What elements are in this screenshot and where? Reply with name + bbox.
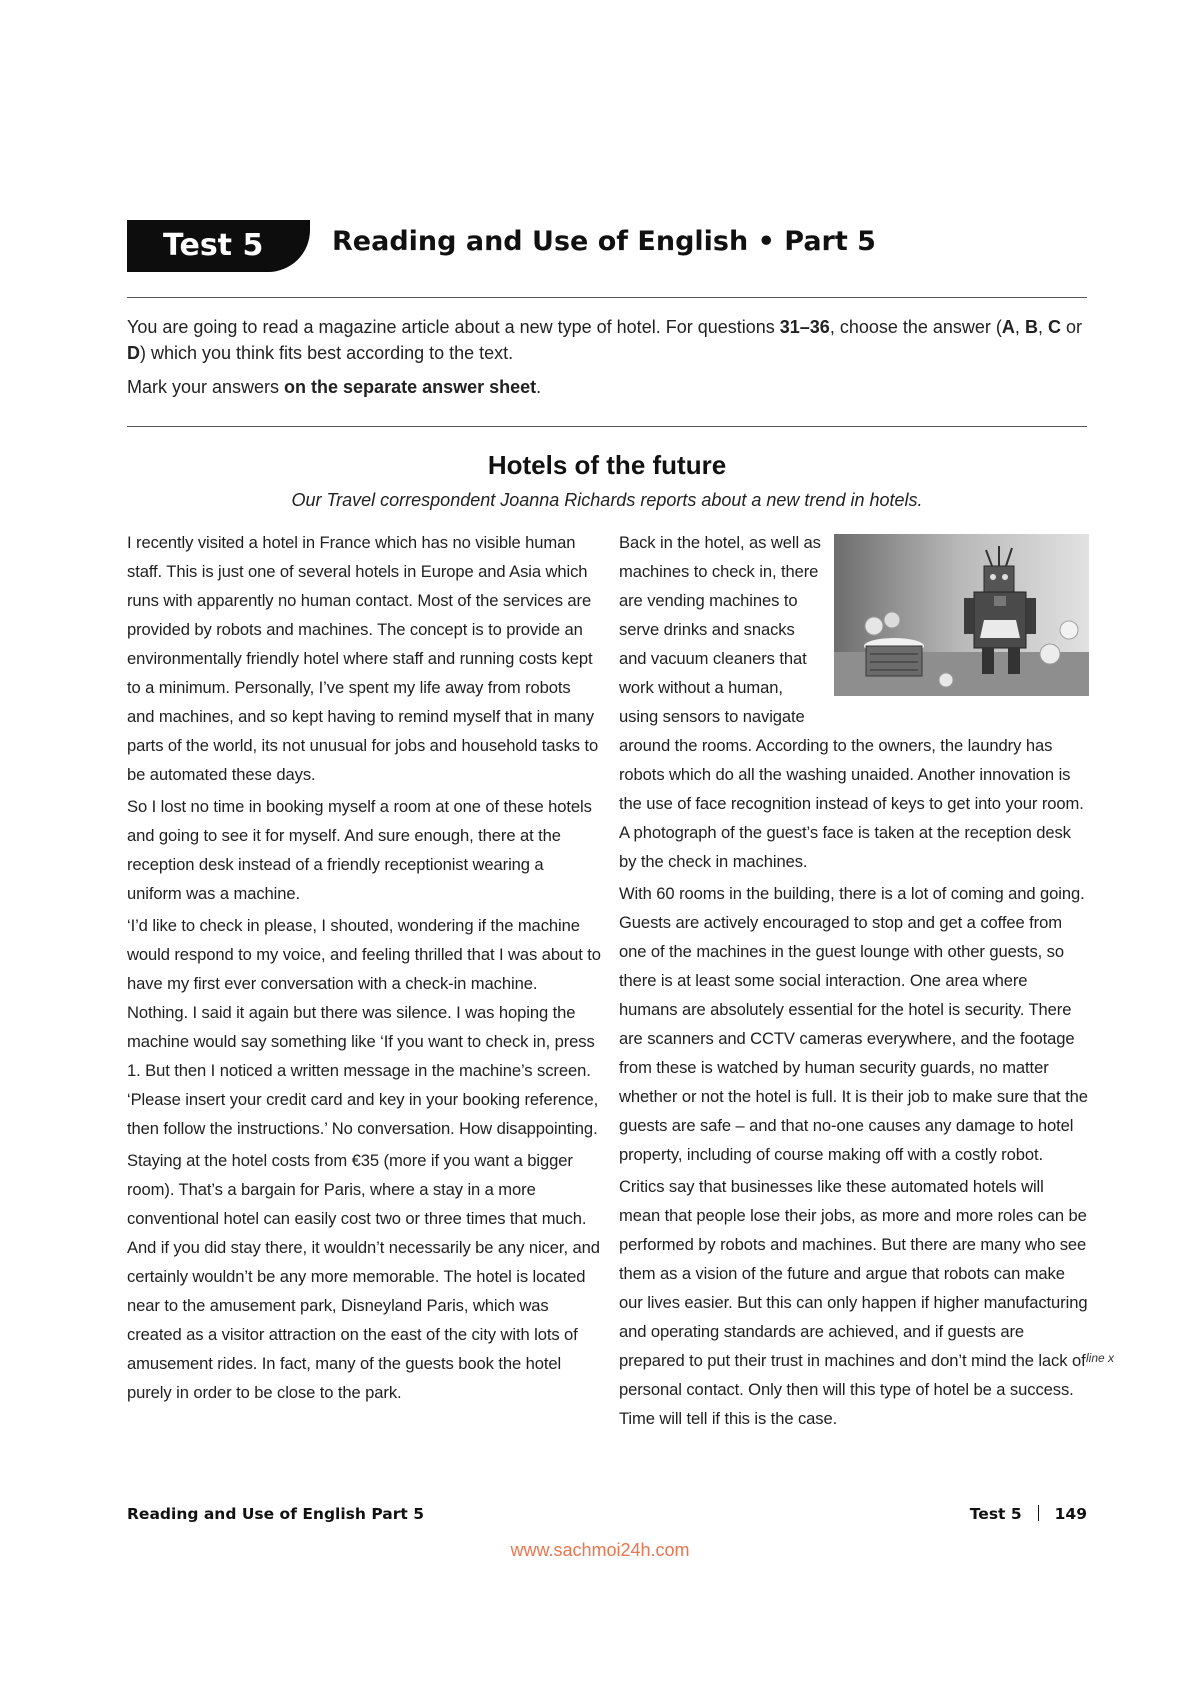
option-b: B (1024, 317, 1038, 337)
footer-page-info (970, 1505, 1087, 1523)
test-label-tab: Test 5 (127, 220, 310, 272)
option-d: D (127, 343, 140, 363)
article-paragraph: With 60 rooms in the building, there is a lot of coming and going. Guests are actively encouraged to stop and get a coffee from one of the machines in the guest lounge with other guests, so there is at least some social interaction. One area where humans are absolutely essential for the hotel is security. There are scanners and CCTV cameras everywhere, and the footage from these is watched by human security guards, no matter whether or not the hotel is full. It is their job to make sure that the guests are safe – and that no-one causes any damage to hotel property, including of course making off with a costly robot. (619, 884, 1088, 1164)
article-subtitle: Our Travel correspondent Joanna Richards reports about a new trend in hotels. (291, 490, 923, 510)
article-paragraph: Back in the hotel, as well as machines to check in, there are vending machines to serve drinks and snacks and vacuum cleaners that work without a human, using sensors to navigate around the rooms. According to the owners, the laundry has robots which do all the washing unaided. Another innovation is the use of face recognition instead of keys to get into your room. A photograph of the guest’s face is taken at the reception desk by the check in machines. (619, 533, 1084, 871)
option-c: C (1047, 317, 1061, 337)
top-divider (127, 297, 1087, 298)
question-range: 31–36 (779, 317, 830, 337)
answer-sheet-instruction: Mark your answers on the separate answer sheet. (127, 377, 542, 397)
footer-test-label: Test 5 (969, 1505, 1022, 1523)
instructions (127, 314, 1087, 408)
article-paragraph: Staying at the hotel costs from €35 (more if you want a bigger room). That’s a bargain for Paris, where a stay in a more conventional hotel can easily cost two or three times that much. And if you did stay there, it wouldn’t necessarily be any nicer, and certainly wouldn’t be any more memorable. The hotel is located near to the amusement park, Disneyland Paris, which was created as a visitor attraction on the east of the city with lots of amusement rides. In fact, many of the guests book the hotel purely in order to be close to the park. (127, 1151, 600, 1402)
article-paragraph: ‘I’d like to check in please, I shouted, wondering if the machine would respond to my voice, and feeling thrilled that I was about to have my first ever conversation with a check-in machine. Nothing. I said it again but there was silence. I was hoping the machine would say something like ‘If you want to check in, press 1. But then I noticed a written message in the machine’s screen. ‘Please insert your credit card and key in your booking reference, then follow the instructions.’ No conversation. How disappointing. (127, 916, 601, 1138)
robot-photo (834, 534, 1089, 696)
article-paragraph: So I lost no time in booking myself a room at one of these hotels and going to see it for myself. And sure enough, there at the reception desk instead of a friendly receptionist wearing a uniform was a machine. (127, 797, 592, 903)
article-paragraph: I recently visited a hotel in France which has no visible human staff. This is just one of several hotels in Europe and Asia which runs with apparently no human contact. Most of the services are provided by robots and machines. The concept is to provide an environmentally friendly hotel where staff and running costs kept to a minimum. Personally, I’ve spent my life away from robots and machines, and so kept having to remind myself that in many parts of the world, its not unusual for jobs and household tasks to be automated these days. (127, 533, 599, 784)
line-marker: line x (1086, 1351, 1115, 1365)
footer-section-label: Reading and Use of English Part 5 (127, 1505, 424, 1523)
page-header (127, 220, 1087, 272)
page-number: 149 (1054, 1505, 1087, 1523)
article-title: Hotels of the future (487, 450, 727, 480)
section-title: Reading and Use of English • Part 5 (332, 226, 876, 257)
article-right-column (619, 528, 1089, 1436)
option-a: A (1001, 317, 1015, 337)
article-left-column (127, 528, 602, 1410)
watermark: www.sachmoi24h.com (510, 1540, 690, 1560)
footer-separator (1038, 1505, 1039, 1521)
instructions-paragraph: You are going to read a magazine article about a new type of hotel. For questions 31–36, choose the answer (A, B, C or D) which you think fits best according to the text. (127, 317, 1082, 363)
bottom-divider (127, 426, 1087, 427)
article-paragraph: Critics say that businesses like these automated hotels will mean that people lose their jobs, as more and more roles can be performed by robots and machines. But there are many who see them as a vision of the future and argue that robots can make our lives easier. But this can only happen if higher manufacturing and operating standards are achieved, and if guests are prepared to put their trust in machines and don’t mind the lack of personal contact. Only then will this type of hotel be a success. Time will tell if this is the case. (619, 1177, 1088, 1428)
